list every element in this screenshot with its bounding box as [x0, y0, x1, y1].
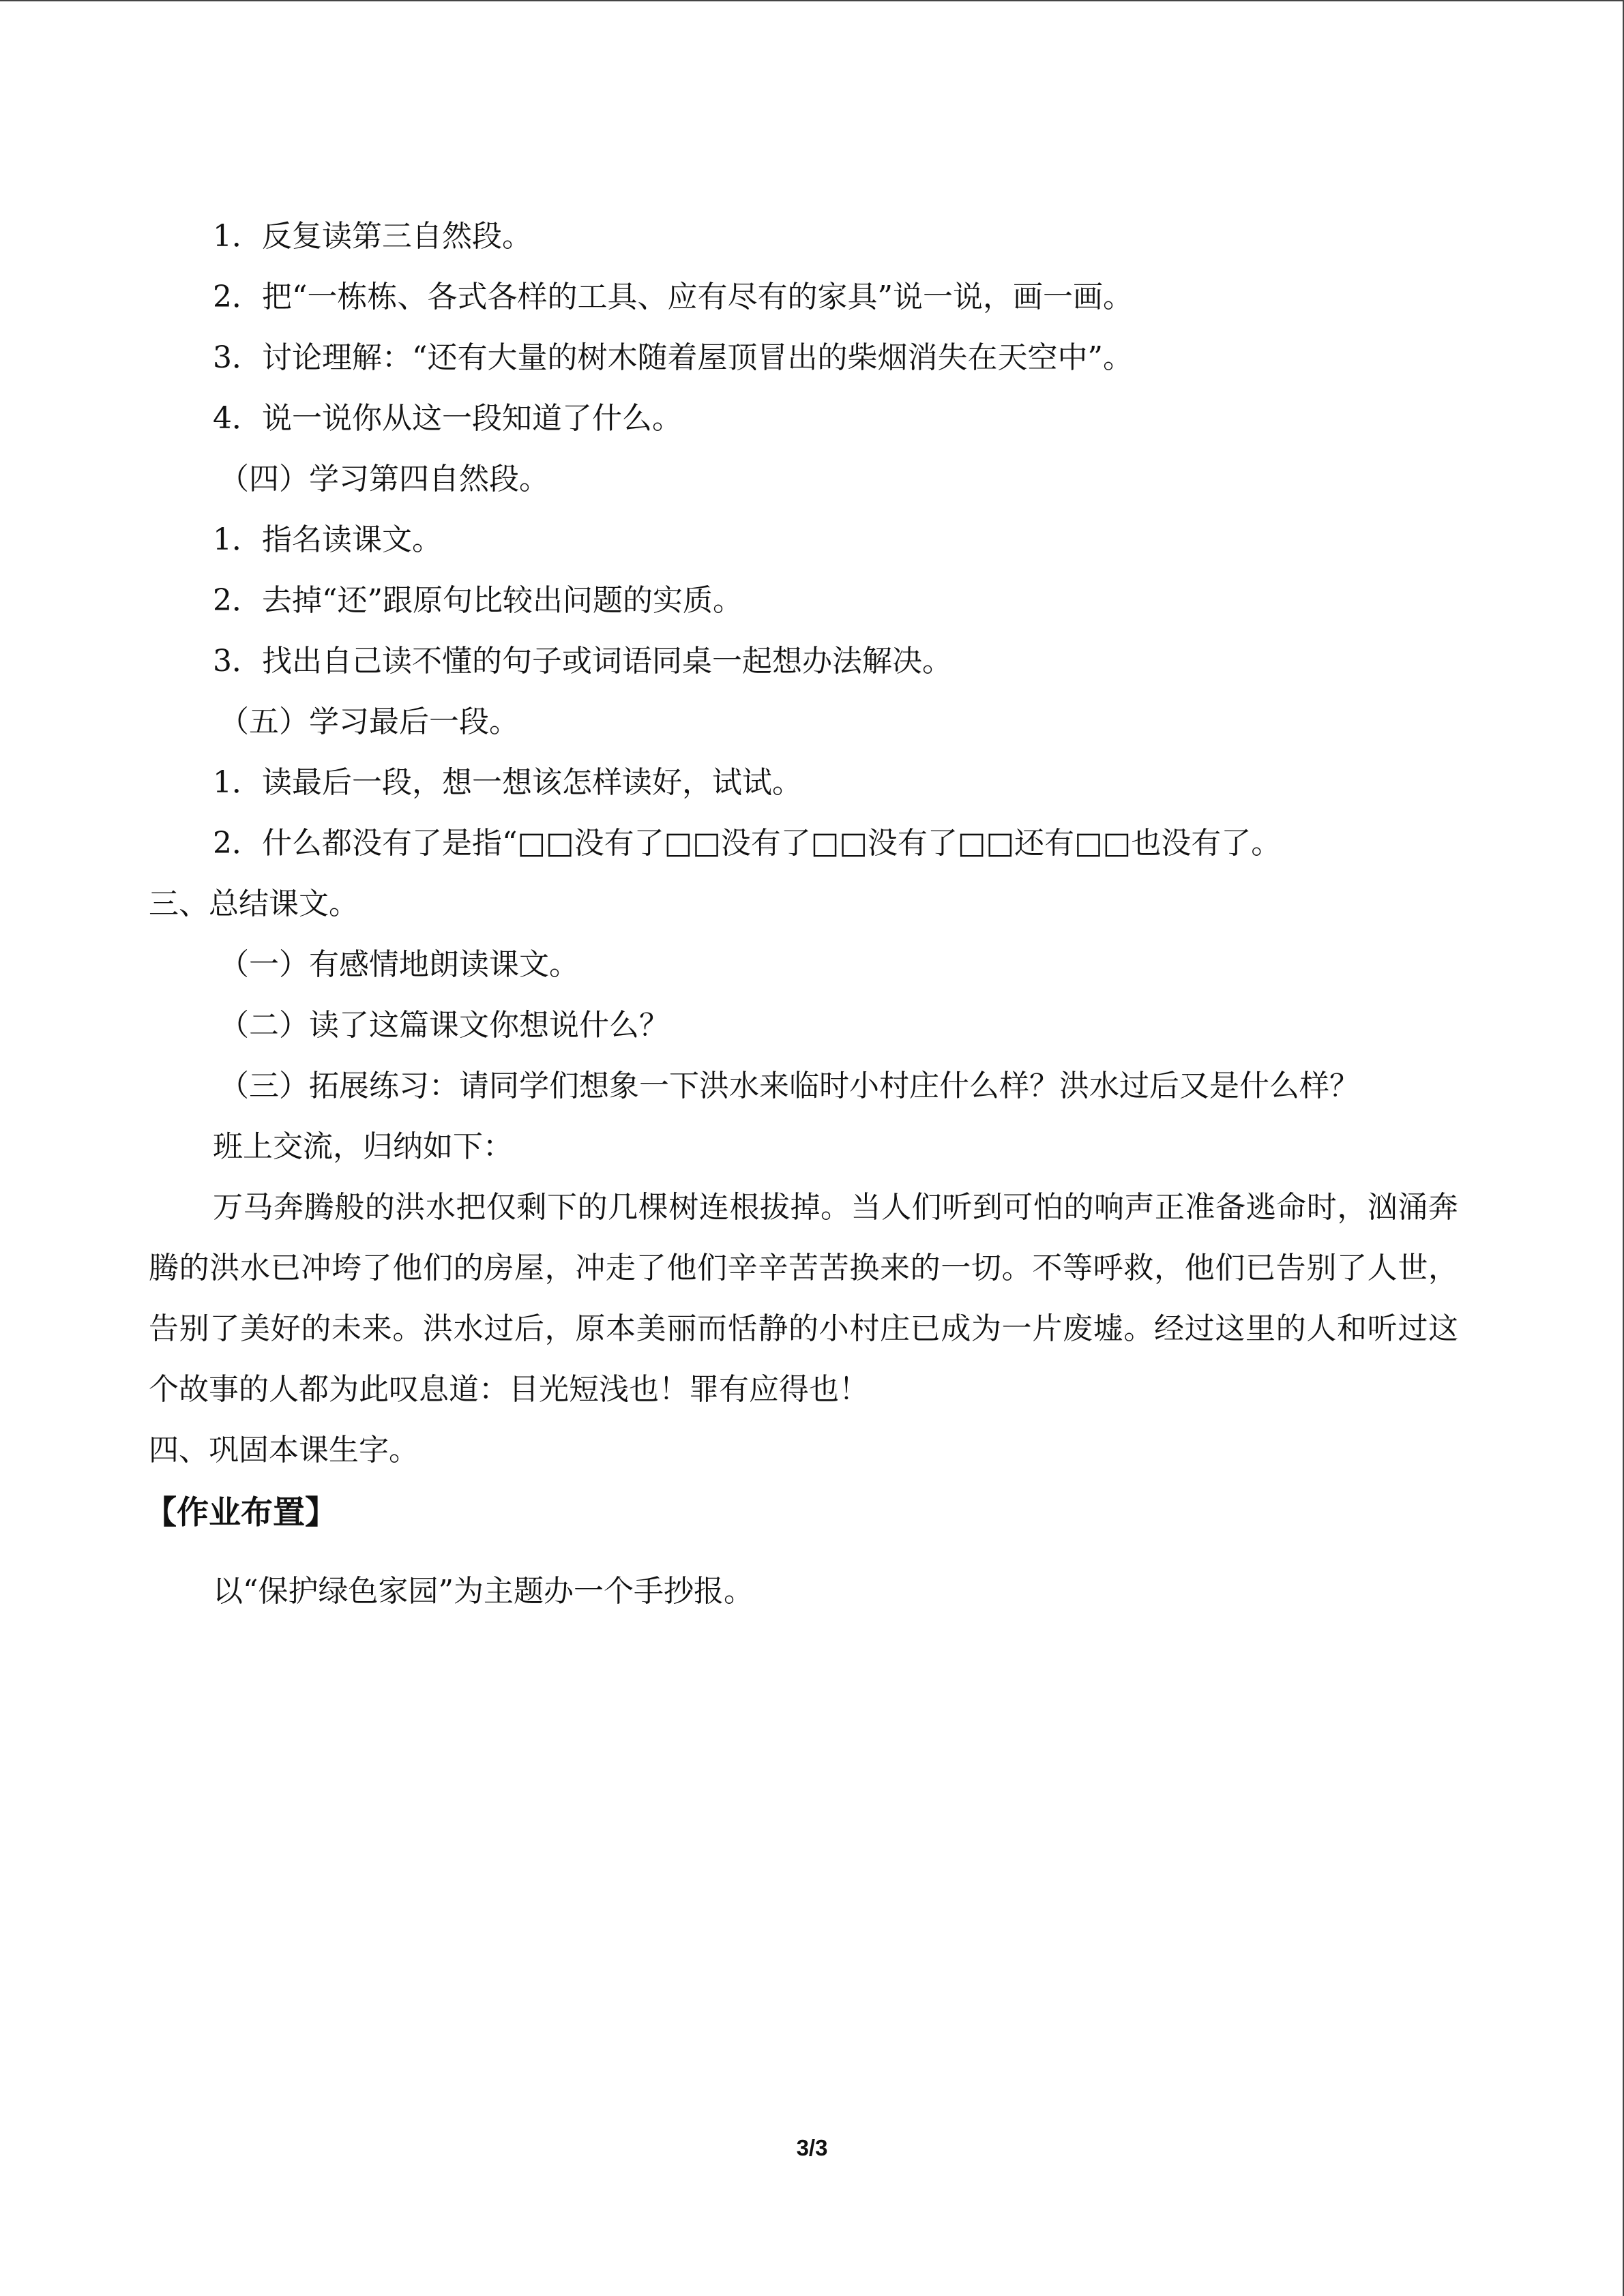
step-compare-sentence: 2．去掉“还”跟原句比较出问题的实质。	[213, 583, 743, 618]
step-describe-and-draw: 2．把“一栋栋、各式各样的工具、应有尽有的家具”说一说，画一画。	[213, 280, 1133, 314]
homework-text: 以“保护绿色家园”为主题办一个手抄报。	[213, 1574, 754, 1609]
page-number: 3/3	[796, 2135, 828, 2160]
step-read-last-paragraph: 1．读最后一段，想一想该怎样读好，试试。	[213, 765, 802, 800]
subsection-five-heading: （五）学习最后一段。	[219, 704, 519, 739]
summary-item-two: （二）读了这篇课文你想说什么？	[219, 1008, 669, 1043]
step-find-difficult-words: 3．找出自己读不懂的句子或词语同桌一起想办法解决。	[213, 644, 952, 679]
summary-item-one: （一）有感情地朗读课文。	[219, 947, 579, 982]
flood-story-paragraph: 万马奔腾般的洪水把仅剩下的几棵树连根拔掉。当人们听到可怕的响声正准备逃命时，汹涌奔腾的洪水已冲垮了他们的房屋，冲走了他们辛辛苦苦换来的一切。不等呼救，他们已告别了人世，告别了美好的未来。洪水过后，原本美丽而恬静的小村庄已成为一片废墟。经过这里的人和听过这个故事的人都为此叹息道：目光短浅也！罪有应得也！	[149, 1190, 1458, 1407]
section-four-heading: 四、巩固本课生字。	[149, 1433, 419, 1467]
section-three-heading: 三、总结课文。	[149, 886, 359, 921]
step-read-aloud: 1．指名读课文。	[213, 522, 442, 557]
step-fill-in-blanks: 2．什么都没有了是指“□□没有了□□没有了□□没有了□□还有□□也没有了。	[213, 826, 1282, 861]
step-summarize-paragraph: 4．说一说你从这一段知道了什么。	[213, 401, 682, 436]
document-body	[145, 206, 1458, 1622]
step-reread-paragraph-three: 1．反复读第三自然段。	[213, 219, 532, 254]
class-discussion-intro: 班上交流，归纳如下：	[213, 1129, 513, 1164]
summary-item-three: （三）拓展练习：请同学们想象一下洪水来临时小村庄什么样？洪水过后又是什么样？	[219, 1069, 1359, 1103]
homework-heading: 【作业布置】	[145, 1494, 337, 1532]
subsection-four-heading: （四）学习第四自然段。	[219, 462, 549, 496]
step-discuss-sentence: 3．讨论理解：“还有大量的树木随着屋顶冒出的柴烟消失在天空中”。	[213, 340, 1133, 375]
